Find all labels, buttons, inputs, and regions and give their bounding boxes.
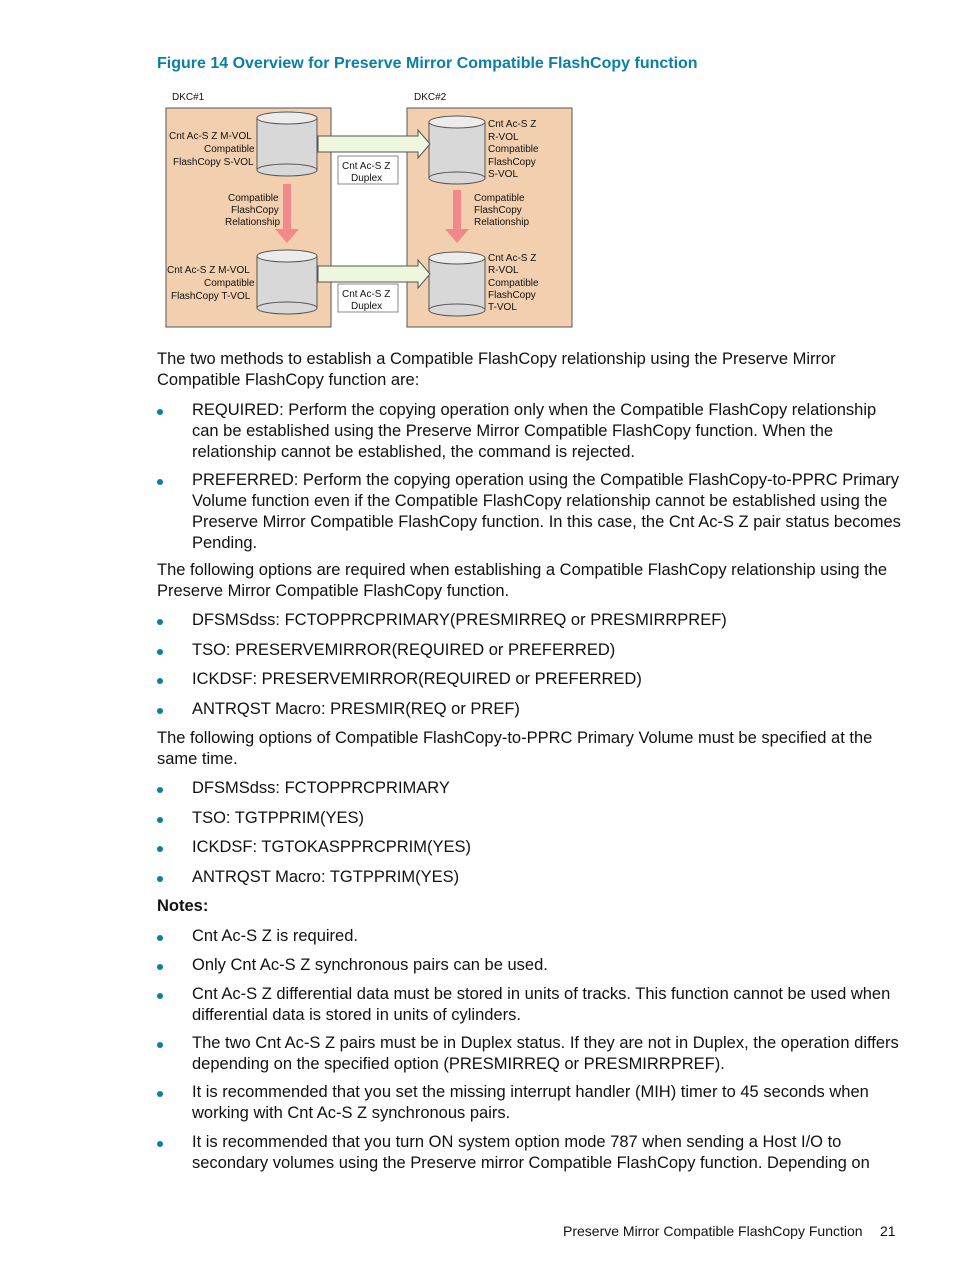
left-bottom-vol-line1: Cnt Ac-S Z M-VOL bbox=[167, 265, 250, 276]
top-pair-line1: Cnt Ac-S Z bbox=[342, 161, 391, 172]
options-intro-paragraph: The following options are required when establishing a Compatible FlashCopy relationship using the Preserve Mirror Compatible FlashCopy function. bbox=[157, 561, 888, 600]
bullet-dot bbox=[157, 479, 163, 485]
bullet-dot bbox=[157, 678, 163, 684]
pprc-intro-paragraph: The following options of Compatible FlashCopy-to-PPRC Primary Volume must be specified at the same time. bbox=[157, 729, 873, 768]
right-rel-line1: Compatible bbox=[474, 193, 525, 204]
left-top-cylinder bbox=[257, 112, 317, 176]
pprc-option-item: DFSMSdss: FCTOPPRCPRIMARY bbox=[192, 779, 450, 797]
left-rel-line1: Compatible bbox=[228, 193, 279, 204]
pprc-option-item: TSO: TGTPPRIM(YES) bbox=[192, 809, 365, 827]
bullet-dot bbox=[157, 787, 163, 793]
right-bottom-cylinder bbox=[429, 252, 485, 316]
method-preferred: PREFERRED: Perform the copying operation using the Compatible FlashCopy-to-PPRC Primary Volume function even if the Compatible FlashCopy relationship cannot be established using the Preserve Mirror Compatible FlashCopy function. In this case, the Cnt Ac-S Z pair status becomes Pending. bbox=[192, 471, 901, 552]
note-item: Cnt Ac-S Z differential data must be stored in units of tracks. This function cannot be used when differential data is stored in units of cylinders. bbox=[192, 985, 891, 1024]
left-rel-line3: Relationship bbox=[225, 217, 281, 228]
bullet-dot bbox=[157, 708, 163, 714]
left-bottom-vol-line3: FlashCopy T-VOL bbox=[171, 291, 251, 302]
notes-label: Notes: bbox=[157, 897, 209, 915]
left-top-vol-line2: Compatible bbox=[204, 144, 255, 155]
left-bottom-vol-line2: Compatible bbox=[204, 278, 255, 289]
right-bottom-vol-line4: FlashCopy bbox=[488, 290, 536, 301]
left-bottom-cylinder bbox=[257, 250, 317, 314]
right-bottom-vol-line2: R-VOL bbox=[488, 265, 519, 276]
left-top-vol-line3: FlashCopy S-VOL bbox=[173, 157, 254, 168]
bullet-dot bbox=[157, 409, 163, 415]
bullet-dot bbox=[157, 964, 163, 970]
bullet-dot bbox=[157, 1042, 163, 1048]
note-item: It is recommended that you set the missing interrupt handler (MIH) timer to 45 seconds when working with Cnt Ac-S Z synchronous pairs. bbox=[192, 1083, 869, 1122]
top-pair-line2: Duplex bbox=[351, 173, 383, 184]
pprc-option-item: ICKDSF: TGTOKASPPRCPRIM(YES) bbox=[192, 838, 472, 856]
note-item: It is recommended that you turn ON system option mode 787 when sending a Host I/O to secondary volumes using the Preserve mirror Compatible FlashCopy function. Depending on bbox=[192, 1133, 870, 1172]
method-required: REQUIRED: Perform the copying operation only when the Compatible FlashCopy relationship can be established using the Preserve Mirror Compatible FlashCopy function. When the relationship cannot be established, the command is rejected. bbox=[192, 401, 877, 461]
option-item: TSO: PRESERVEMIRROR(REQUIRED or PREFERRED) bbox=[192, 641, 616, 659]
bullet-dot bbox=[157, 846, 163, 852]
footer-title: Preserve Mirror Compatible FlashCopy Function bbox=[563, 1223, 863, 1239]
right-bottom-vol-line1: Cnt Ac-S Z bbox=[488, 253, 537, 264]
option-item: ICKDSF: PRESERVEMIRROR(REQUIRED or PREFERRED) bbox=[192, 670, 642, 688]
right-top-cylinder bbox=[429, 116, 485, 184]
right-top-vol-line1: Cnt Ac-S Z bbox=[488, 119, 537, 130]
note-item: Only Cnt Ac-S Z synchronous pairs can be used. bbox=[192, 956, 548, 974]
option-item: ANTRQST Macro: PRESMIR(REQ or PREF) bbox=[192, 700, 520, 718]
left-rel-line2: FlashCopy bbox=[231, 205, 279, 216]
note-item: The two Cnt Ac-S Z pairs must be in Duplex status. If they are not in Duplex, the operation differs depending on the specified option (PRESMIRREQ or PRESMIRRPREF). bbox=[192, 1034, 899, 1073]
bottom-pair-line1: Cnt Ac-S Z bbox=[342, 289, 391, 300]
bullet-dot bbox=[157, 1141, 163, 1147]
left-top-vol-line1: Cnt Ac-S Z M-VOL bbox=[169, 131, 252, 142]
bullet-dot bbox=[157, 619, 163, 625]
bullet-dot bbox=[157, 935, 163, 941]
right-rel-line3: Relationship bbox=[474, 217, 530, 228]
right-bottom-vol-line3: Compatible bbox=[488, 278, 539, 289]
right-bottom-vol-line5: T-VOL bbox=[488, 302, 517, 313]
dkc2-label: DKC#2 bbox=[414, 92, 447, 103]
page-number: 21 bbox=[880, 1223, 896, 1239]
option-item: DFSMSdss: FCTOPPRCPRIMARY(PRESMIRREQ or PRESMIRRPREF) bbox=[192, 611, 727, 629]
right-rel-line2: FlashCopy bbox=[474, 205, 522, 216]
right-top-vol-line4: FlashCopy bbox=[488, 157, 536, 168]
right-top-vol-line3: Compatible bbox=[488, 144, 539, 155]
bullet-dot bbox=[157, 1091, 163, 1097]
right-top-vol-line2: R-VOL bbox=[488, 132, 519, 143]
bottom-pair-line2: Duplex bbox=[351, 301, 383, 312]
bullet-dot bbox=[157, 876, 163, 882]
figure-title: Figure 14 Overview for Preserve Mirror Compatible FlashCopy function bbox=[157, 55, 698, 72]
right-top-vol-line5: S-VOL bbox=[488, 169, 519, 180]
dkc1-label: DKC#1 bbox=[172, 92, 205, 103]
bullet-dot bbox=[157, 649, 163, 655]
intro-paragraph: The two methods to establish a Compatible FlashCopy relationship using the Preserve Mirror Compatible FlashCopy function are: bbox=[157, 350, 836, 389]
bullet-dot bbox=[157, 993, 163, 999]
overview-diagram bbox=[160, 86, 580, 332]
bullet-dot bbox=[157, 817, 163, 823]
pprc-option-item: ANTRQST Macro: TGTPPRIM(YES) bbox=[192, 868, 460, 886]
note-item: Cnt Ac-S Z is required. bbox=[192, 927, 358, 945]
